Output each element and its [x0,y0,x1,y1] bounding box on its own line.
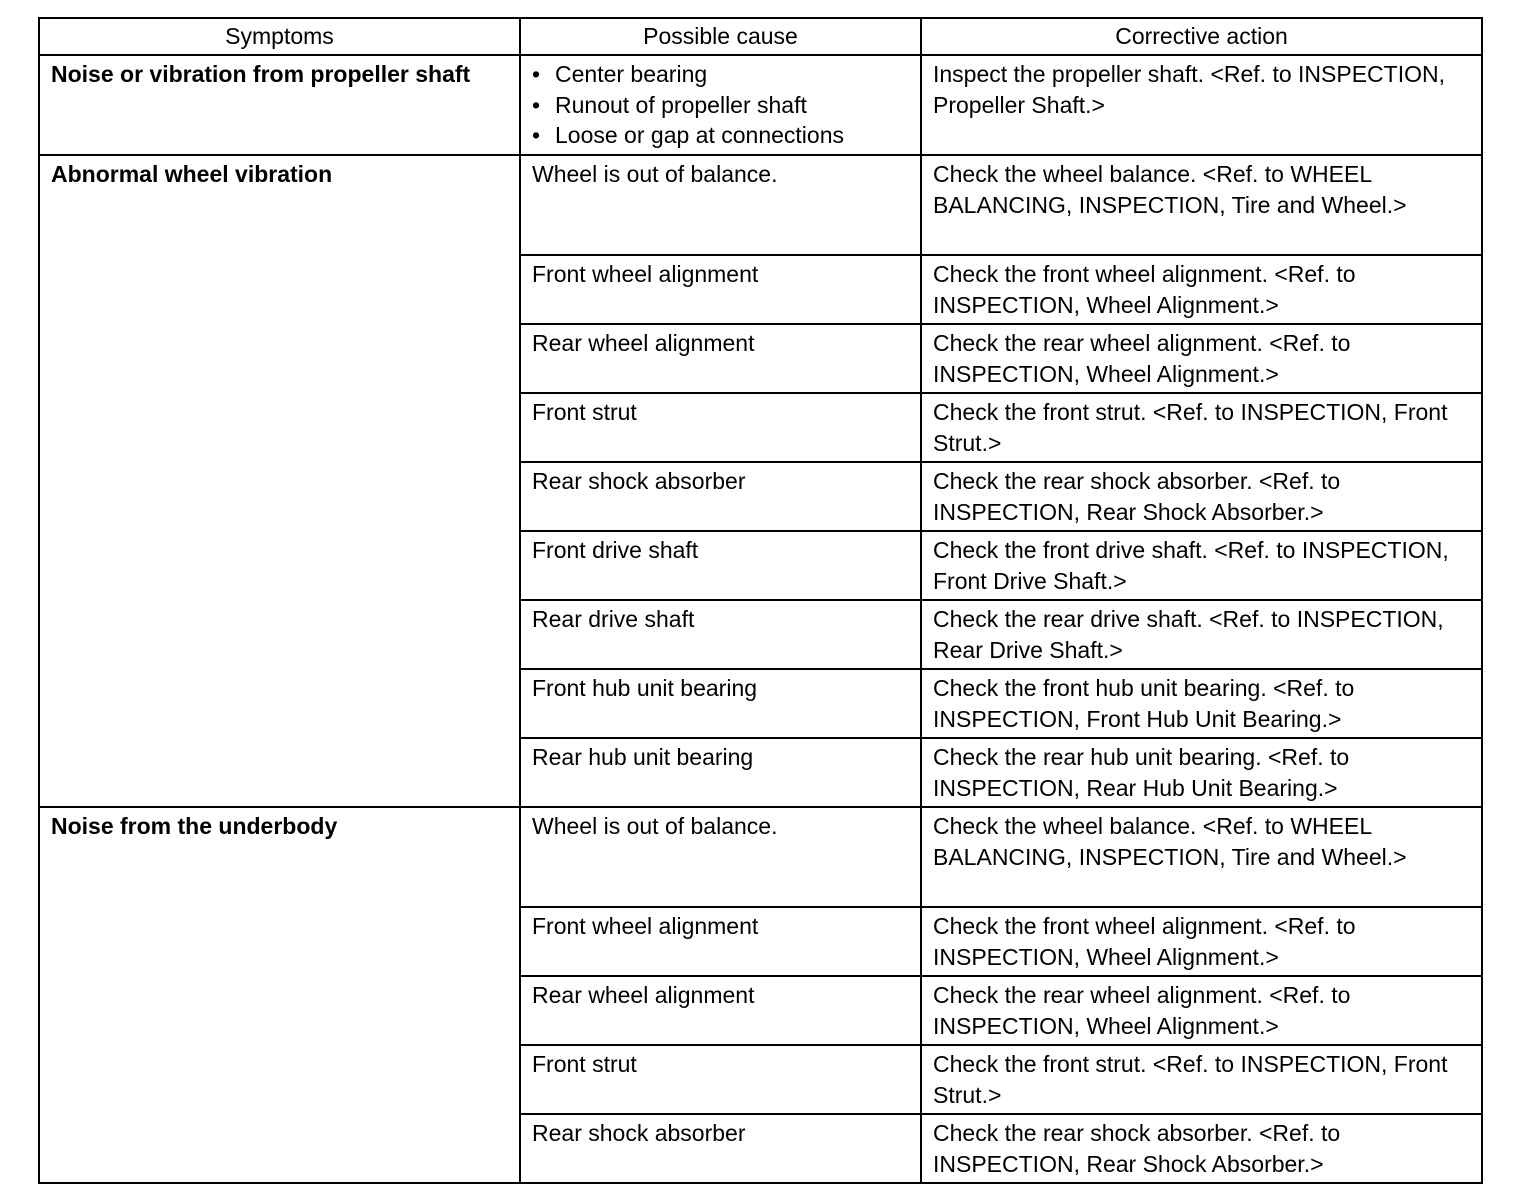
cause-cell: Front hub unit bearing [520,669,921,738]
symptom-cell: Noise or vibration from propeller shaft [39,55,520,155]
header-possible-cause: Possible cause [520,18,921,55]
action-cell: Check the rear wheel alignment. <Ref. to INSPECTION, Wheel Alignment.> [921,324,1482,393]
table-row [39,55,1482,155]
action-cell: Check the rear drive shaft. <Ref. to INSPECTION, Rear Drive Shaft.> [921,600,1482,669]
action-cell: Check the front strut. <Ref. to INSPECTION, Front Strut.> [921,393,1482,462]
cause-cell: Rear wheel alignment [520,324,921,393]
cause-cell: Rear drive shaft [520,600,921,669]
action-cell: Check the rear wheel alignment. <Ref. to INSPECTION, Wheel Alignment.> [921,976,1482,1045]
cause-list-item: • Runout of propeller shaft [532,90,910,121]
action-cell: Check the front wheel alignment. <Ref. to INSPECTION, Wheel Alignment.> [921,255,1482,324]
cause-cell: Front drive shaft [520,531,921,600]
troubleshooting-table [38,17,1483,1184]
cause-cell: Front wheel alignment [520,255,921,324]
cause-cell: Wheel is out of balance. [520,807,921,907]
table-row [39,155,1482,255]
cause-cell: Rear shock absorber [520,1114,921,1183]
cause-cell [520,55,921,155]
header-row [39,18,1482,55]
troubleshooting-table-container [38,17,1483,1184]
table-row [39,807,1482,907]
action-cell: Inspect the propeller shaft. <Ref. to INSPECTION, Propeller Shaft.> [921,55,1482,155]
cause-cell: Front wheel alignment [520,907,921,976]
action-cell: Check the front drive shaft. <Ref. to INSPECTION, Front Drive Shaft.> [921,531,1482,600]
action-cell: Check the front wheel alignment. <Ref. to INSPECTION, Wheel Alignment.> [921,907,1482,976]
action-cell: Check the rear shock absorber. <Ref. to INSPECTION, Rear Shock Absorber.> [921,462,1482,531]
cause-cell: Rear wheel alignment [520,976,921,1045]
cause-cell: Rear shock absorber [520,462,921,531]
cause-cell: Front strut [520,1045,921,1114]
symptom-cell: Noise from the underbody [39,807,520,1183]
cause-list-item: • Loose or gap at connections [532,120,910,151]
action-cell: Check the rear shock absorber. <Ref. to INSPECTION, Rear Shock Absorber.> [921,1114,1482,1183]
action-cell: Check the wheel balance. <Ref. to WHEEL BALANCING, INSPECTION, Tire and Wheel.> [921,155,1482,255]
action-cell: Check the wheel balance. <Ref. to WHEEL BALANCING, INSPECTION, Tire and Wheel.> [921,807,1482,907]
cause-cell: Front strut [520,393,921,462]
header-corrective-action: Corrective action [921,18,1482,55]
action-cell: Check the rear hub unit bearing. <Ref. to INSPECTION, Rear Hub Unit Bearing.> [921,738,1482,807]
action-cell: Check the front hub unit bearing. <Ref. to INSPECTION, Front Hub Unit Bearing.> [921,669,1482,738]
action-cell: Check the front strut. <Ref. to INSPECTION, Front Strut.> [921,1045,1482,1114]
cause-list [532,59,910,151]
header-symptoms: Symptoms [39,18,520,55]
cause-cell: Wheel is out of balance. [520,155,921,255]
cause-list-item: • Center bearing [532,59,910,90]
symptom-cell: Abnormal wheel vibration [39,155,520,807]
cause-cell: Rear hub unit bearing [520,738,921,807]
